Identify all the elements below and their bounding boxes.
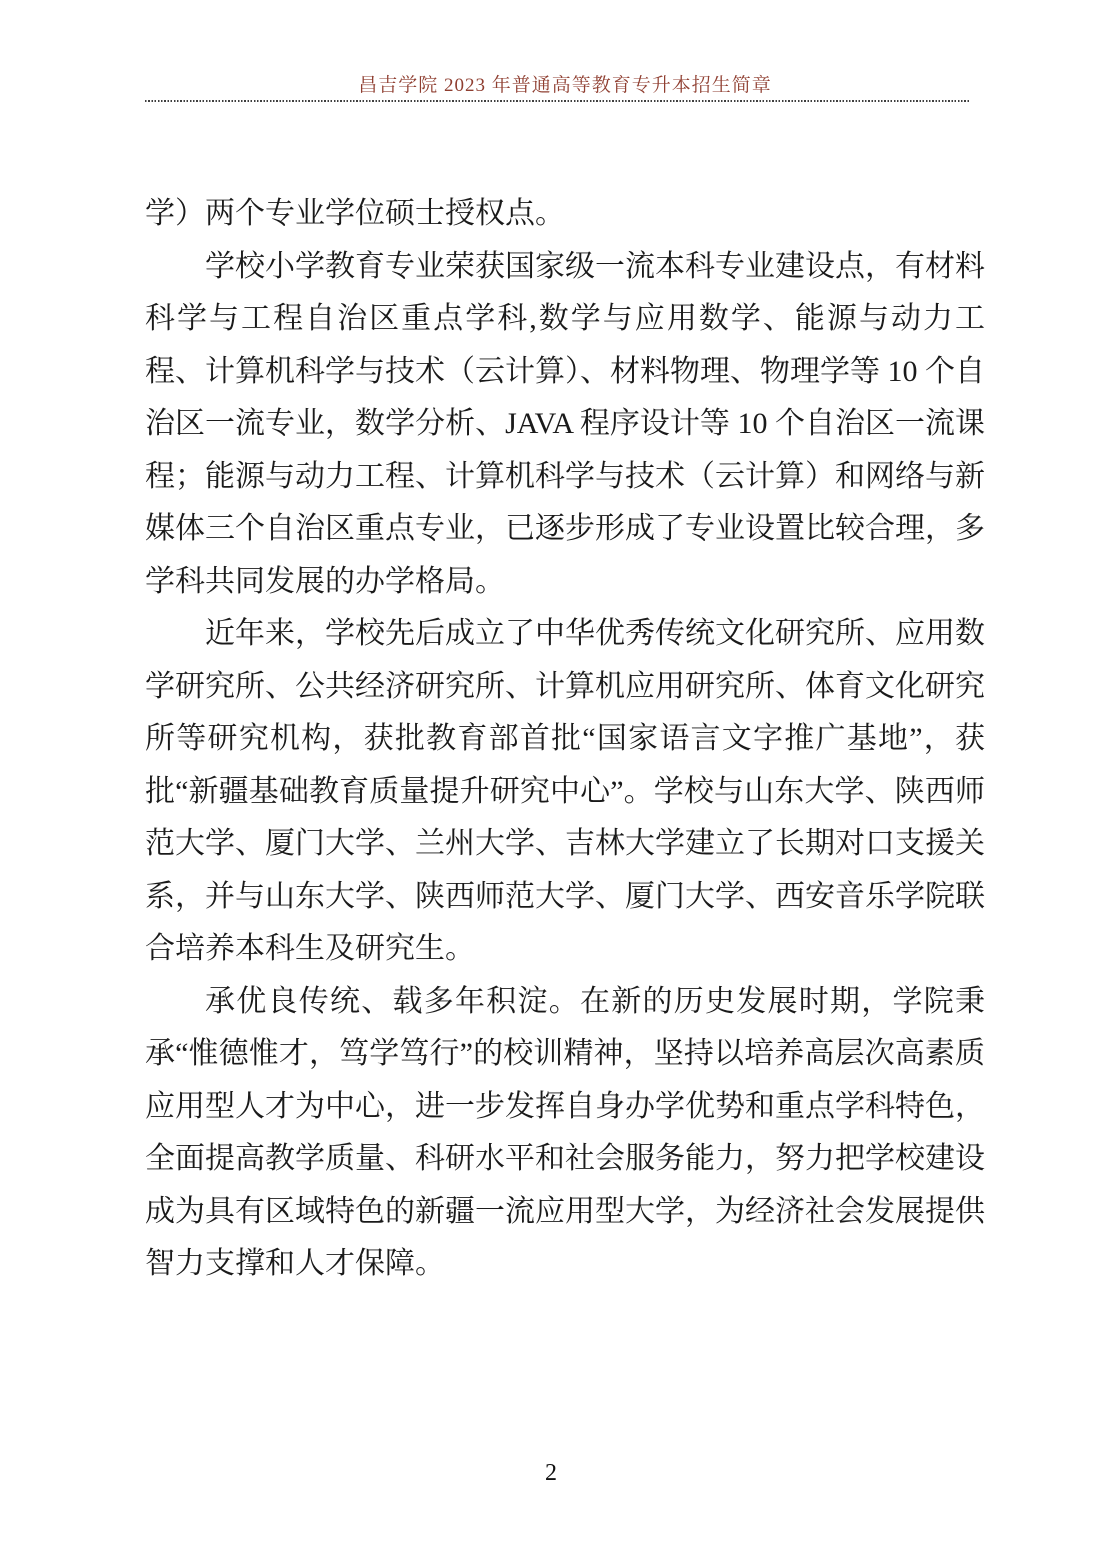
paragraph-vision: 承优良传统、载多年积淀。在新的历史发展时期，学院秉承“惟德惟才，笃学笃行”的校训精神，坚持以培养高层次高素质应用型人才为中心，进一步发挥自身办学优势和重点学科特色，全面提高教学质量、科研水平和社会服务能力，努力把学校建设成为具有区域特色的新疆一流应用型大学，为经济社会发展提供智力支撑和人才保障。: [145, 984, 985, 1280]
header-divider-line: [145, 100, 970, 102]
paragraph-majors: 学校小学教育专业荣获国家级一流本科专业建设点，有材料科学与工程自治区重点学科,数学与应用数学、能源与动力工程、计算机科学与技术（云计算）、材料物理、物理学等 10 个自治区一流专业，数学分析、JAVA 程序设计等 10 个自治区一流课程；能源与动力工程、计算机科学与技术（云计算）和网络与新媒体三个自治区重点专业，已逐步形成了专业设置比较合理，多学科共同发展的办学格局。: [145, 249, 985, 598]
paragraph-research-institutes: 近年来，学校先后成立了中华优秀传统文化研究所、应用数学研究所、公共经济研究所、计算机应用研究所、体育文化研究所等研究机构，获批教育部首批“国家语言文字推广基地”，获批“新疆基础教育质量提升研究中心”。学校与山东大学、陕西师范大学、厦门大学、兰州大学、吉林大学建立了长期对口支援关系，并与山东大学、陕西师范大学、厦门大学、西安音乐学院联合培养本科生及研究生。: [145, 617, 985, 965]
paragraph-continuation: 学）两个专业学位硕士授权点。: [145, 197, 565, 230]
page-number: 2: [545, 1460, 557, 1486]
document-body: [145, 188, 985, 1291]
page-header-title: 昌吉学院 2023 年普通高等教育专升本招生简章: [358, 75, 772, 96]
